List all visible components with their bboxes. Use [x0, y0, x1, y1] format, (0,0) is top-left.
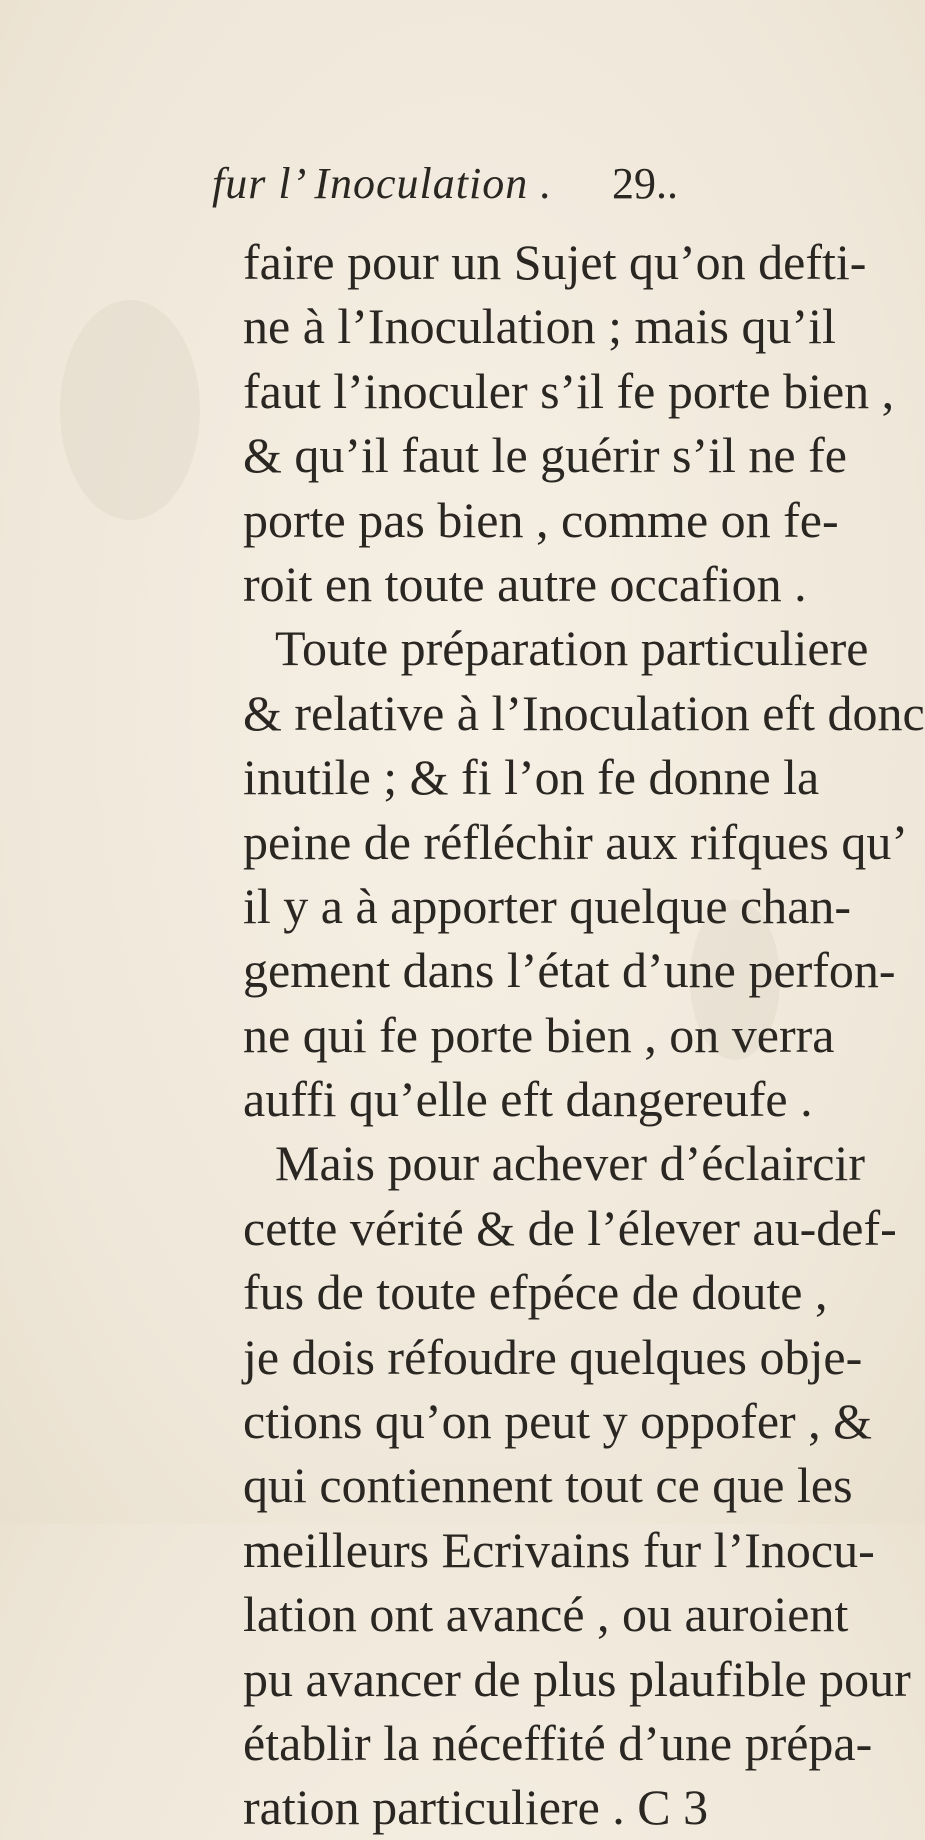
text-line: gement dans l’état d’une perfon- [243, 942, 896, 999]
text-line: peine de réfléchir aux rifques qu’ [243, 813, 908, 870]
text-line: qui contiennent tout ce que les [243, 1457, 853, 1514]
text-line: il y a à apporter quelque chan- [243, 877, 852, 934]
text-line: roit en toute autre occafion . [243, 555, 807, 612]
text-line: je dois réfoudre quelques obje- [243, 1328, 863, 1385]
paragraph [243, 1131, 911, 1839]
text-line: lation ont avancé , ou auroient [243, 1586, 849, 1643]
page-header [0, 158, 800, 218]
text-line: établir la néceffité d’une prépa- [243, 1714, 873, 1771]
text-line: porte pas bien , comme on fe- [243, 491, 839, 548]
text-line: & qu’il faut le guérir s’il ne fe [243, 427, 847, 484]
text-line: faut l’inoculer s’il fe porte bien , [243, 362, 895, 419]
text-line: auffi qu’elle eft dangereufe . [243, 1071, 813, 1128]
text-line: faire pour un Sujet qu’on defti- [243, 234, 867, 290]
text-line: fus de toute efpéce de doute , [243, 1264, 828, 1321]
text-line: Mais pour achever d’éclaircir [275, 1135, 865, 1192]
text-line: cette vérité & de l’élever au-def- [243, 1199, 897, 1256]
body-text [243, 230, 925, 1840]
page-number: 29.. [612, 159, 678, 208]
text-line: & relative à l’Inoculation eft donc [243, 684, 925, 741]
text-line: meilleurs Ecrivains fur l’Inocu- [243, 1521, 875, 1578]
text-line: pu avancer de plus plaufible pour [243, 1650, 911, 1707]
text-line: ctions qu’on peut y oppofer , & [243, 1393, 873, 1450]
text-line: inutile ; & fi l’on fe donne la [243, 749, 820, 806]
text-line: ne à l’Inoculation ; mais qu’il [243, 298, 836, 355]
paragraph [243, 230, 895, 616]
text-line: ne qui fe porte bien , on verra [243, 1006, 835, 1063]
text-line: ration particuliere . C 3 [243, 1779, 709, 1836]
paper-stain [60, 300, 200, 520]
paragraph [243, 616, 925, 1131]
running-head: fur l’ Inoculation . [212, 159, 553, 208]
text-line: Toute préparation particuliere [275, 620, 869, 677]
